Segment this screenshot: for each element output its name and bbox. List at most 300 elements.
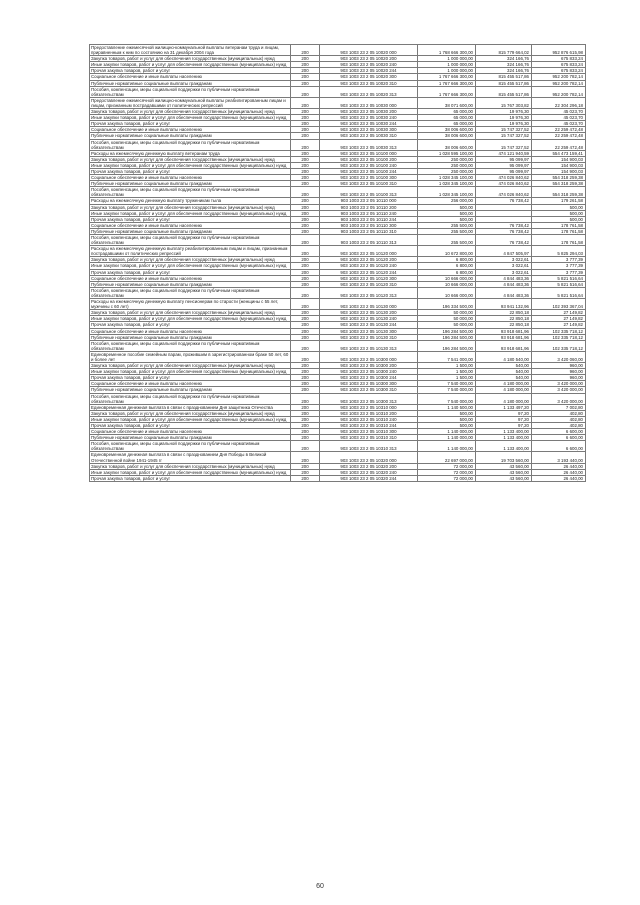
row-unexecuted-amount: 154 900,03: [532, 168, 586, 174]
row-description: Иные закупки товаров, работ и услуг для обеспечения государственных (муниципальных) нужд: [90, 62, 291, 68]
row-unexecuted-amount: 5 821 516,64: [532, 275, 586, 281]
row-approved-amount: 500,00: [418, 423, 476, 429]
row-code: 200: [291, 198, 320, 204]
row-approved-amount: 10 672 800,00: [418, 246, 476, 257]
row-code: 200: [291, 369, 320, 375]
row-budget-classification: 903 1003 23 2 05 10300 200: [320, 363, 418, 369]
row-budget-classification: 903 1003 23 2 05 10020 200: [320, 56, 418, 62]
row-approved-amount: 6 800,00: [418, 263, 476, 269]
row-description: Иные закупки товаров, работ и услуг для обеспечения государственных (муниципальных) нужд: [90, 115, 291, 121]
row-executed-amount: 4 844 483,36: [476, 275, 532, 281]
row-unexecuted-amount: 45 023,70: [532, 115, 586, 121]
row-description: Иные закупки товаров, работ и услуг для обеспечения государственных (муниципальных) нужд: [90, 263, 291, 269]
table-row: [90, 86, 586, 97]
row-description: Закупка товаров, работ и услуг для обеспечения государственных (муниципальных) нужд: [90, 363, 291, 369]
row-unexecuted-amount: 179 261,58: [532, 198, 586, 204]
row-executed-amount: 540,00: [476, 369, 532, 375]
row-budget-classification: 903 1003 23 2 05 10110 200: [320, 204, 418, 210]
row-executed-amount: 474 026 840,62: [476, 175, 532, 181]
row-executed-amount: 1 133 497,20: [476, 404, 532, 410]
row-unexecuted-amount: 952 200 782,14: [532, 86, 586, 97]
row-budget-classification: 903 1003 23 2 05 10020 240: [320, 62, 418, 68]
row-unexecuted-amount: 500,00: [532, 216, 586, 222]
row-budget-classification: 903 1003 23 2 05 10130 200: [320, 310, 418, 316]
row-executed-amount: 4 180 000,00: [476, 387, 532, 393]
row-code: 200: [291, 441, 320, 452]
row-budget-classification: 903 1003 23 2 05 10030 200: [320, 109, 418, 115]
row-budget-classification: 903 1003 23 2 05 10110 313: [320, 235, 418, 246]
row-approved-amount: 196 284 500,00: [418, 334, 476, 340]
row-approved-amount: 38 071 600,00: [418, 97, 476, 108]
row-budget-classification: 903 1003 23 2 05 10120 000: [320, 246, 418, 257]
row-budget-classification: 903 1003 23 2 05 10100 300: [320, 175, 418, 181]
row-executed-amount: 815 455 517,86: [476, 80, 532, 86]
row-budget-classification: 903 1003 23 2 05 10110 000: [320, 198, 418, 204]
row-description: Пособия, компенсации, меры социальной поддержки по публичным нормативным обязательствам: [90, 86, 291, 97]
row-code: 200: [291, 156, 320, 162]
row-description: Единовременная денежная выплата в связи с празднованием Дня Победы в Великой Отечественной войне 1941-1945 гг: [90, 452, 291, 463]
table-row: [90, 351, 586, 362]
row-unexecuted-amount: 22 259 472,48: [532, 139, 586, 150]
row-code: 200: [291, 463, 320, 469]
row-code: 200: [291, 257, 320, 263]
row-description: Расходы на ежемесячную денежную выплату реабилитированным лицам и лицам, признанным пострадавшими от политических репрессий: [90, 246, 291, 257]
row-unexecuted-amount: 952 876 615,98: [532, 45, 586, 56]
row-executed-amount: 1 133 400,00: [476, 441, 532, 452]
row-executed-amount: 4 180 540,00: [476, 351, 532, 362]
row-code: 200: [291, 68, 320, 74]
table-row: [90, 187, 586, 198]
row-budget-classification: 903 1003 23 2 05 10310 300: [320, 429, 418, 435]
row-code: 200: [291, 475, 320, 481]
row-budget-classification: 903 1003 23 2 05 10130 000: [320, 299, 418, 310]
row-unexecuted-amount: 27 149,82: [532, 322, 586, 328]
row-executed-amount: 19 976,30: [476, 109, 532, 115]
row-code: 200: [291, 228, 320, 234]
row-unexecuted-amount: 5 825 294,03: [532, 246, 586, 257]
row-approved-amount: 1 028 595 100,00: [418, 150, 476, 156]
row-executed-amount: 324 166,76: [476, 62, 532, 68]
row-approved-amount: 1 767 666 300,00: [418, 74, 476, 80]
row-executed-amount: 474 026 840,62: [476, 181, 532, 187]
row-description: Закупка товаров, работ и услуг для обеспечения государственных (муниципальных) нужд: [90, 204, 291, 210]
row-description: Социальное обеспечение и иные выплаты населению: [90, 222, 291, 228]
row-unexecuted-amount: 102 335 718,12: [532, 340, 586, 351]
row-description: Иные закупки товаров, работ и услуг для обеспечения государственных (муниципальных) нужд: [90, 316, 291, 322]
row-unexecuted-amount: 5 821 516,64: [532, 287, 586, 298]
row-code: 200: [291, 334, 320, 340]
row-budget-classification: 903 1003 23 2 05 10310 000: [320, 404, 418, 410]
row-code: 200: [291, 429, 320, 435]
table-row: [90, 393, 586, 404]
row-executed-amount: 19 976,30: [476, 121, 532, 127]
row-unexecuted-amount: 102 335 718,12: [532, 328, 586, 334]
row-code: 200: [291, 423, 320, 429]
row-unexecuted-amount: 554 318 259,38: [532, 175, 586, 181]
row-code: 200: [291, 263, 320, 269]
row-code: 200: [291, 416, 320, 422]
row-executed-amount: 76 738,42: [476, 228, 532, 234]
row-executed-amount: 43 560,00: [476, 469, 532, 475]
row-budget-classification: 903 1003 23 2 05 10110 244: [320, 216, 418, 222]
row-description: Пособия, компенсации, меры социальной поддержки по публичным нормативным обязательствам: [90, 287, 291, 298]
row-budget-classification: 903 1003 23 2 05 10110 300: [320, 222, 418, 228]
row-description: Прочая закупка товаров, работ и услуг: [90, 375, 291, 381]
row-approved-amount: 1 500,00: [418, 363, 476, 369]
row-budget-classification: 903 1003 23 2 05 10030 244: [320, 121, 418, 127]
row-unexecuted-amount: 45 023,70: [532, 121, 586, 127]
row-description: Закупка товаров, работ и услуг для обеспечения государственных (муниципальных) нужд: [90, 410, 291, 416]
row-unexecuted-amount: 402,80: [532, 416, 586, 422]
row-unexecuted-amount: 3 193 440,00: [532, 452, 586, 463]
row-description: Социальное обеспечение и иные выплаты населению: [90, 381, 291, 387]
row-code: 200: [291, 299, 320, 310]
row-approved-amount: 50 000,00: [418, 322, 476, 328]
row-executed-amount: 22 850,18: [476, 310, 532, 316]
row-approved-amount: 1 140 000,00: [418, 429, 476, 435]
row-code: 200: [291, 222, 320, 228]
row-approved-amount: 1 000 000,00: [418, 68, 476, 74]
row-description: Публичные нормативные социальные выплаты гражданам: [90, 435, 291, 441]
row-approved-amount: 1 140 000,00: [418, 435, 476, 441]
row-unexecuted-amount: 26 440,00: [532, 475, 586, 481]
row-executed-amount: 97,20: [476, 416, 532, 422]
row-code: 200: [291, 281, 320, 287]
row-budget-classification: 903 1003 23 2 05 10310 244: [320, 423, 418, 429]
row-unexecuted-amount: 500,00: [532, 204, 586, 210]
row-executed-amount: 43 560,00: [476, 475, 532, 481]
row-unexecuted-amount: 22 259 472,48: [532, 127, 586, 133]
row-approved-amount: 1 767 666 300,00: [418, 86, 476, 97]
row-approved-amount: 7 540 000,00: [418, 387, 476, 393]
row-unexecuted-amount: 26 440,00: [532, 463, 586, 469]
row-executed-amount: 93 918 681,96: [476, 334, 532, 340]
row-description: Прочая закупка товаров, работ и услуг: [90, 68, 291, 74]
row-approved-amount: 250 000,00: [418, 168, 476, 174]
row-approved-amount: 7 540 000,00: [418, 381, 476, 387]
row-code: 200: [291, 404, 320, 410]
row-budget-classification: 903 1003 23 2 05 10120 300: [320, 275, 418, 281]
row-description: Единовременная денежная выплата в связи с празднованием Дня защитника Отечества: [90, 404, 291, 410]
row-unexecuted-amount: 554 473 159,41: [532, 150, 586, 156]
row-executed-amount: 4 844 483,36: [476, 287, 532, 298]
row-budget-classification: 903 1003 23 2 05 10020 313: [320, 86, 418, 97]
row-description: Социальное обеспечение и иные выплаты населению: [90, 275, 291, 281]
row-budget-classification: 903 1003 23 2 05 10300 240: [320, 369, 418, 375]
row-code: 200: [291, 210, 320, 216]
row-description: Пособия, компенсации, меры социальной поддержки по публичным нормативным обязательствам: [90, 340, 291, 351]
row-executed-amount: 93 918 681,96: [476, 340, 532, 351]
row-approved-amount: 196 334 500,00: [418, 299, 476, 310]
row-unexecuted-amount: 22 259 472,48: [532, 133, 586, 139]
row-approved-amount: 500,00: [418, 204, 476, 210]
row-unexecuted-amount: 952 200 782,14: [532, 80, 586, 86]
row-unexecuted-amount: 960,00: [532, 375, 586, 381]
row-unexecuted-amount: 3 420 060,00: [532, 351, 586, 362]
row-unexecuted-amount: 5 821 516,64: [532, 281, 586, 287]
row-unexecuted-amount: 178 761,58: [532, 235, 586, 246]
row-budget-classification: 903 1003 23 2 05 10100 310: [320, 181, 418, 187]
row-executed-amount: 15 747 327,52: [476, 139, 532, 150]
table-row: [90, 441, 586, 452]
row-approved-amount: 500,00: [418, 410, 476, 416]
row-budget-classification: 903 1003 23 2 05 10100 200: [320, 156, 418, 162]
row-description: Пособия, компенсации, меры социальной поддержки по публичным нормативным обязательствам: [90, 187, 291, 198]
row-description: Прочая закупка товаров, работ и услуг: [90, 322, 291, 328]
row-description: Закупка товаров, работ и услуг для обеспечения государственных (муниципальных) нужд: [90, 463, 291, 469]
row-code: 200: [291, 469, 320, 475]
row-description: Иные закупки товаров, работ и услуг для обеспечения государственных (муниципальных) нужд: [90, 469, 291, 475]
row-approved-amount: 255 500,00: [418, 228, 476, 234]
row-code: 200: [291, 62, 320, 68]
row-description: Публичные нормативные социальные выплаты гражданам: [90, 181, 291, 187]
row-executed-amount: 540,00: [476, 375, 532, 381]
row-description: Закупка товаров, работ и услуг для обеспечения государственных (муниципальных) нужд: [90, 109, 291, 115]
budget-execution-table: [89, 44, 586, 482]
row-executed-amount: 3 022,61: [476, 263, 532, 269]
row-approved-amount: 72 000,00: [418, 463, 476, 469]
row-unexecuted-amount: 3 777,39: [532, 263, 586, 269]
row-description: Прочая закупка товаров, работ и услуг: [90, 168, 291, 174]
row-unexecuted-amount: 102 335 718,12: [532, 334, 586, 340]
row-code: 200: [291, 246, 320, 257]
row-description: Публичные нормативные социальные выплаты гражданам: [90, 80, 291, 86]
row-budget-classification: 903 1003 23 2 05 10030 240: [320, 115, 418, 121]
row-executed-amount: 474 121 940,59: [476, 150, 532, 156]
row-code: 200: [291, 216, 320, 222]
row-unexecuted-amount: 178 761,58: [532, 228, 586, 234]
row-executed-amount: 97,20: [476, 423, 532, 429]
table-row: [90, 340, 586, 351]
row-code: 200: [291, 175, 320, 181]
row-executed-amount: 324 166,76: [476, 68, 532, 74]
row-approved-amount: 65 000,00: [418, 121, 476, 127]
row-description: Иные закупки товаров, работ и услуг для обеспечения государственных (муниципальных) нужд: [90, 369, 291, 375]
row-code: 200: [291, 452, 320, 463]
row-budget-classification: 903 1003 23 2 05 10020 000: [320, 45, 418, 56]
row-code: 200: [291, 45, 320, 56]
row-code: 200: [291, 275, 320, 281]
row-unexecuted-amount: 3 777,39: [532, 257, 586, 263]
page-number: 60: [316, 883, 324, 890]
row-unexecuted-amount: 154 900,03: [532, 156, 586, 162]
row-description: Закупка товаров, работ и услуг для обеспечения государственных (муниципальных) нужд: [90, 56, 291, 62]
row-description: Публичные нормативные социальные выплаты гражданам: [90, 228, 291, 234]
row-executed-amount: 95 099,97: [476, 156, 532, 162]
row-code: 200: [291, 204, 320, 210]
row-description: Социальное обеспечение и иные выплаты населению: [90, 429, 291, 435]
row-description: Пособия, компенсации, меры социальной поддержки по публичным нормативным обязательствам: [90, 393, 291, 404]
row-code: 200: [291, 269, 320, 275]
row-executed-amount: 76 738,42: [476, 222, 532, 228]
row-approved-amount: 22 697 000,00: [418, 452, 476, 463]
row-code: 200: [291, 235, 320, 246]
row-executed-amount: 4 847 505,97: [476, 246, 532, 257]
row-approved-amount: 38 006 600,00: [418, 127, 476, 133]
row-budget-classification: 903 1003 23 2 05 10130 310: [320, 334, 418, 340]
row-budget-classification: 903 1003 23 2 05 10130 313: [320, 340, 418, 351]
row-unexecuted-amount: 402,80: [532, 423, 586, 429]
row-approved-amount: 1 028 345 100,00: [418, 187, 476, 198]
row-approved-amount: 1 767 666 300,00: [418, 80, 476, 86]
row-approved-amount: 196 284 500,00: [418, 328, 476, 334]
table-row: [90, 299, 586, 310]
row-approved-amount: 50 000,00: [418, 316, 476, 322]
row-executed-amount: 15 747 327,52: [476, 127, 532, 133]
row-budget-classification: 903 1003 23 2 05 10110 240: [320, 210, 418, 216]
row-code: 200: [291, 181, 320, 187]
row-code: 200: [291, 80, 320, 86]
row-budget-classification: 903 1003 23 2 05 10020 310: [320, 80, 418, 86]
row-description: Публичные нормативные социальные выплаты гражданам: [90, 281, 291, 287]
row-budget-classification: 903 1003 23 2 05 10120 313: [320, 287, 418, 298]
row-approved-amount: 72 000,00: [418, 475, 476, 481]
row-description: Социальное обеспечение и иные выплаты населению: [90, 127, 291, 133]
row-code: 200: [291, 187, 320, 198]
row-budget-classification: 903 1003 23 2 05 10030 313: [320, 139, 418, 150]
row-code: 200: [291, 381, 320, 387]
row-approved-amount: 10 666 000,00: [418, 287, 476, 298]
row-code: 200: [291, 150, 320, 156]
row-budget-classification: 903 1003 23 2 05 10310 310: [320, 435, 418, 441]
row-approved-amount: 6 800,00: [418, 269, 476, 275]
row-budget-classification: 903 1003 23 2 05 10320 200: [320, 463, 418, 469]
table-row: [90, 475, 586, 481]
row-description: Социальное обеспечение и иные выплаты населению: [90, 74, 291, 80]
row-approved-amount: 1 000 000,00: [418, 62, 476, 68]
row-budget-classification: 903 1003 23 2 05 10100 240: [320, 162, 418, 168]
row-approved-amount: 255 500,00: [418, 235, 476, 246]
row-description: Пособия, компенсации, меры социальной поддержки по публичным нормативным обязательствам: [90, 139, 291, 150]
row-budget-classification: 903 1003 23 2 05 10320 000: [320, 452, 418, 463]
row-executed-amount: 15 767 303,82: [476, 97, 532, 108]
row-unexecuted-amount: 960,00: [532, 369, 586, 375]
row-executed-amount: 76 738,42: [476, 235, 532, 246]
row-description: Закупка товаров, работ и услуг для обеспечения государственных (муниципальных) нужд: [90, 257, 291, 263]
row-budget-classification: 903 1003 23 2 05 10300 244: [320, 375, 418, 381]
row-code: 200: [291, 56, 320, 62]
row-budget-classification: 903 1003 23 2 05 10030 300: [320, 127, 418, 133]
row-approved-amount: 10 666 000,00: [418, 281, 476, 287]
row-budget-classification: 903 1003 23 2 05 10100 000: [320, 150, 418, 156]
row-approved-amount: 6 800,00: [418, 257, 476, 263]
row-executed-amount: 3 022,61: [476, 257, 532, 263]
row-budget-classification: 903 1003 23 2 05 10300 300: [320, 381, 418, 387]
row-unexecuted-amount: 675 833,24: [532, 62, 586, 68]
row-description: Прочая закупка товаров, работ и услуг: [90, 269, 291, 275]
row-description: Социальное обеспечение и иные выплаты населению: [90, 328, 291, 334]
row-code: 200: [291, 162, 320, 168]
row-executed-amount: 4 844 483,36: [476, 281, 532, 287]
row-description: Иные закупки товаров, работ и услуг для обеспечения государственных (муниципальных) нужд: [90, 162, 291, 168]
row-executed-amount: 43 560,00: [476, 463, 532, 469]
row-budget-classification: 903 1003 23 2 05 10300 310: [320, 387, 418, 393]
row-budget-classification: 903 1003 23 2 05 10120 240: [320, 263, 418, 269]
row-unexecuted-amount: 6 600,00: [532, 441, 586, 452]
row-description: Пособия, компенсации, меры социальной поддержки по публичным нормативным обязательствам: [90, 235, 291, 246]
row-budget-classification: 903 1003 23 2 05 10020 300: [320, 74, 418, 80]
row-executed-amount: 93 918 681,96: [476, 328, 532, 334]
row-approved-amount: 65 000,00: [418, 109, 476, 115]
row-description: Прочая закупка товаров, работ и услуг: [90, 423, 291, 429]
row-executed-amount: 93 941 132,96: [476, 299, 532, 310]
row-unexecuted-amount: 27 149,82: [532, 310, 586, 316]
row-executed-amount: 22 850,18: [476, 322, 532, 328]
row-approved-amount: 72 000,00: [418, 469, 476, 475]
table-row: [90, 45, 586, 56]
row-code: 200: [291, 435, 320, 441]
row-description: Прочая закупка товаров, работ и услуг: [90, 475, 291, 481]
row-budget-classification: 903 1003 23 2 05 10130 244: [320, 322, 418, 328]
row-description: Расходы на ежемесячную денежную выплату пенсионерам по старости (женщины с 55 лет, мужчины с 60 лет): [90, 299, 291, 310]
row-description: Расходы на ежемесячную денежную выплату ветеранам труда: [90, 150, 291, 156]
row-code: 200: [291, 363, 320, 369]
row-description: Предоставление ежемесячной жилищно-коммунальной выплаты реабилитированным лицам и лицам, признанным пострадавшими от политических репрессий: [90, 97, 291, 108]
row-approved-amount: 65 000,00: [418, 115, 476, 121]
row-code: 200: [291, 322, 320, 328]
row-code: 200: [291, 287, 320, 298]
row-description: Единовременное пособие семейным парам, прожившим в зарегистрированном браке 50 лет, 60 и более лет: [90, 351, 291, 362]
row-unexecuted-amount: 102 393 367,04: [532, 299, 586, 310]
row-executed-amount: 1 133 400,00: [476, 429, 532, 435]
row-code: 200: [291, 393, 320, 404]
row-unexecuted-amount: 26 440,00: [532, 469, 586, 475]
row-budget-classification: 903 1003 23 2 05 10120 310: [320, 281, 418, 287]
row-code: 200: [291, 133, 320, 139]
row-approved-amount: 1 500,00: [418, 375, 476, 381]
row-approved-amount: 196 284 500,00: [418, 340, 476, 351]
row-executed-amount: 4 180 000,00: [476, 393, 532, 404]
row-code: 200: [291, 86, 320, 97]
row-code: 200: [291, 375, 320, 381]
row-executed-amount: 1 133 400,00: [476, 435, 532, 441]
row-budget-classification: 903 1003 23 2 05 10310 313: [320, 441, 418, 452]
row-code: 200: [291, 168, 320, 174]
row-approved-amount: 500,00: [418, 416, 476, 422]
row-code: 200: [291, 115, 320, 121]
row-description: Расходы на ежемесячную денежную выплату труженикам тыла: [90, 198, 291, 204]
table-row: [90, 452, 586, 463]
row-budget-classification: 903 1003 23 2 05 10320 244: [320, 475, 418, 481]
row-description: Социальное обеспечение и иные выплаты населению: [90, 175, 291, 181]
budget-table-body: [90, 45, 586, 482]
row-code: 200: [291, 340, 320, 351]
row-description: Прочая закупка товаров, работ и услуг: [90, 216, 291, 222]
row-description: Пособия, компенсации, меры социальной поддержки по публичным нормативным обязательствам: [90, 441, 291, 452]
table-row: [90, 97, 586, 108]
row-budget-classification: 903 1003 23 2 05 10030 000: [320, 97, 418, 108]
row-executed-amount: 815 779 664,02: [476, 45, 532, 56]
row-unexecuted-amount: 3 420 000,00: [532, 393, 586, 404]
row-executed-amount: 19 703 560,00: [476, 452, 532, 463]
row-executed-amount: 97,20: [476, 410, 532, 416]
row-budget-classification: 903 1003 23 2 05 10300 313: [320, 393, 418, 404]
row-approved-amount: 500,00: [418, 210, 476, 216]
row-unexecuted-amount: 45 023,70: [532, 109, 586, 115]
row-budget-classification: 903 1003 23 2 05 10300 000: [320, 351, 418, 362]
row-code: 200: [291, 316, 320, 322]
row-approved-amount: 500,00: [418, 216, 476, 222]
row-unexecuted-amount: 27 149,82: [532, 316, 586, 322]
row-approved-amount: 7 541 000,00: [418, 351, 476, 362]
row-budget-classification: 903 1003 23 2 05 10030 310: [320, 133, 418, 139]
row-code: 200: [291, 351, 320, 362]
row-unexecuted-amount: 500,00: [532, 210, 586, 216]
row-unexecuted-amount: 554 318 259,38: [532, 187, 586, 198]
row-approved-amount: 250 000,00: [418, 156, 476, 162]
row-code: 200: [291, 109, 320, 115]
table-row: [90, 287, 586, 298]
